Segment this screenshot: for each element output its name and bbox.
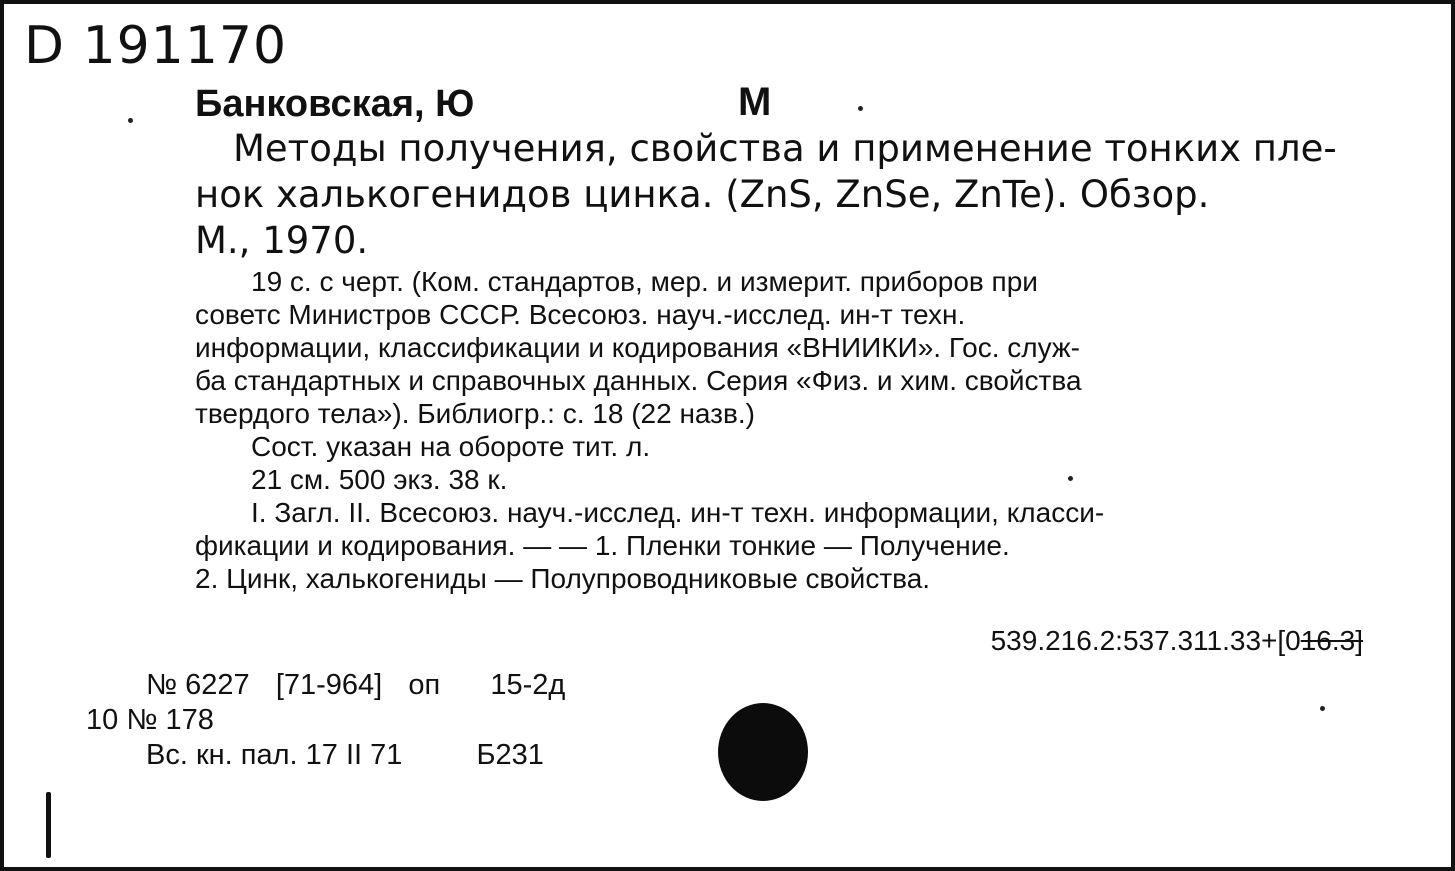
title-word: Обзор. — [1079, 173, 1210, 216]
description-line: ба стандартных и справочных данных. Серия «Физ. и хим. свойства — [195, 365, 1082, 396]
chamber-code: Б231 — [476, 739, 544, 771]
tracings-word: и — [317, 530, 333, 561]
order-number: № 6227 — [146, 669, 250, 701]
speck-dot — [128, 118, 133, 123]
speck-dot — [858, 106, 863, 111]
udc-struck: 16.3] — [1300, 625, 1363, 656]
title-word: халькогенидов — [275, 173, 572, 216]
physical-description: 21 см. 500 экз. 38 к. — [251, 464, 508, 495]
udc-classification — [991, 624, 1363, 657]
edge-mark — [46, 792, 51, 858]
tracings-word: — — [559, 530, 588, 561]
description-block — [195, 265, 1365, 595]
description-word: советс — [195, 299, 281, 330]
speck-dot — [1320, 706, 1325, 711]
title-word: нок — [195, 173, 265, 216]
tracings-word: — — [523, 530, 552, 561]
title-word: цинка. — [583, 173, 714, 216]
tracings-word: кодирования. — [340, 530, 516, 561]
description-line: 19 с. с черт. (Ком. стандартов, мер. и измерит. приборов при — [251, 266, 1038, 297]
tracings-line: I. Загл. II. Всесоюз. науч.-исслед. ин-т техн. информации, класси- — [251, 497, 1105, 528]
tracings-line: 2. Цинк, халькогениды — Полупроводниковые свойства. — [195, 563, 931, 594]
tracings-word: тонкие — [729, 530, 817, 561]
title-word: (ZnS, ZnSe, ZnTe). — [725, 173, 1069, 216]
description-word: техн. — [900, 299, 966, 330]
title-block — [195, 126, 1365, 264]
chamber-note: Вс. кн. пал. 17 II 71 — [146, 739, 403, 771]
copies-prefix: 10 — [86, 704, 119, 736]
description-word: СССР. — [439, 299, 521, 330]
title-line: Методы получения, свойства и применение тонких пле- — [233, 127, 1337, 170]
order-ref: 15-2д — [490, 669, 566, 701]
tracings-word: фикации — [195, 530, 310, 561]
compiler-note: Сост. указан на обороте тит. л. — [251, 431, 651, 462]
description-line-justified — [195, 298, 1365, 331]
title-line: М., 1970. — [195, 219, 369, 262]
tracings-word: Пленки — [625, 530, 722, 561]
speck-dot — [1068, 476, 1073, 481]
author-name: Банковская, Ю — [195, 83, 475, 125]
tracings-word: — — [823, 530, 852, 561]
shelf-mark: D 191170 — [24, 16, 288, 76]
order-code: [71-964] — [275, 669, 383, 701]
description-word: науч.-исслед. — [656, 299, 832, 330]
order-op: оп — [408, 669, 441, 701]
tracings-word: 1. — [594, 530, 619, 561]
description-word: Всесоюз. — [528, 299, 649, 330]
description-line: информации, классификации и кодирования «ВНИИКИ». Гос. служ- — [195, 332, 1080, 363]
punch-hole — [718, 703, 808, 801]
tracings-word: Получение. — [859, 530, 1010, 561]
description-word: ин-т — [839, 299, 893, 330]
tracings-line-justified — [195, 529, 1365, 562]
title-line-justified — [195, 172, 1365, 218]
description-word: Министров — [288, 299, 432, 330]
copies-number: № 178 — [126, 704, 214, 736]
description-line: твердого тела»). Библиогр.: с. 18 (22 назв.) — [195, 398, 755, 429]
udc-main: 539.216.2:537.311.33+[0 — [990, 625, 1301, 656]
author-initial: М — [738, 80, 772, 124]
